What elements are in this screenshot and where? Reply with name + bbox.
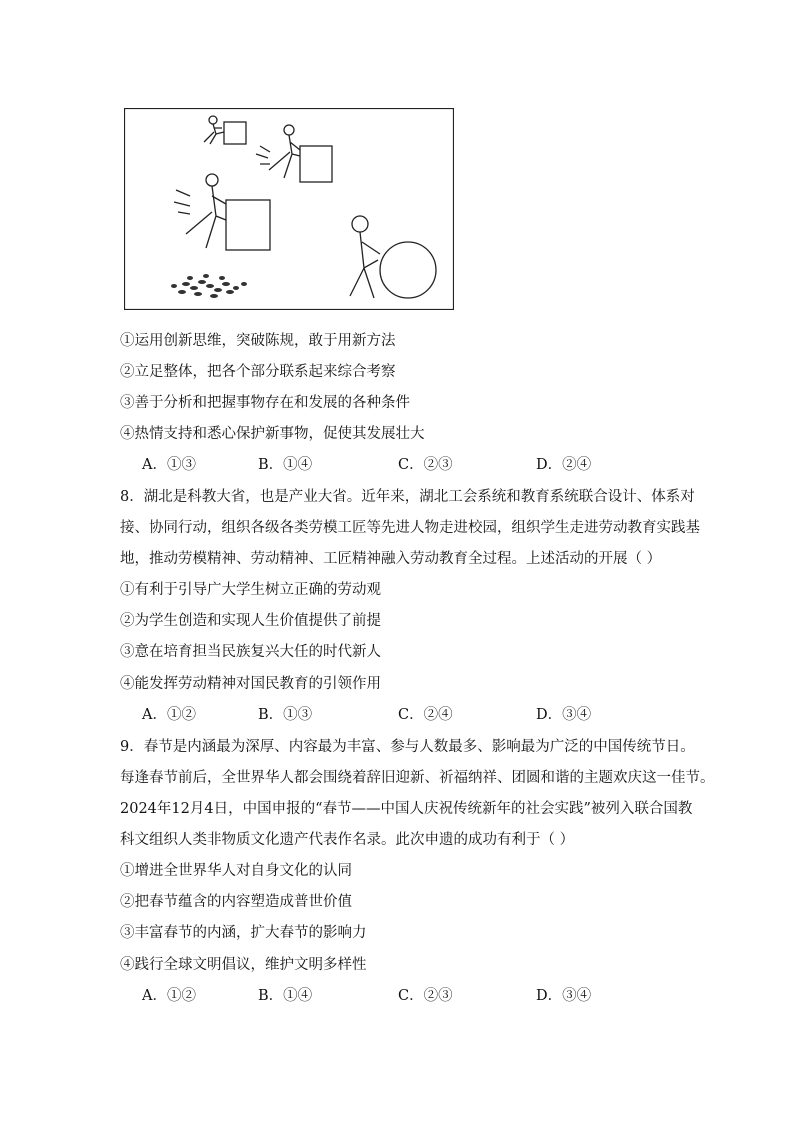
q7-option-c[interactable]: C．②③ — [398, 457, 453, 473]
q7-statement-1: ①运用创新思维，突破陈规，敢于用新方法 — [120, 333, 396, 349]
q9-stem-line-1: 9．春节是内涵最为深厚、内容最为丰富、参与人数最多、影响最为广泛的中国传统节日。 — [120, 739, 695, 755]
illustration-pushing-boxes — [124, 108, 454, 310]
q7-statement-3: ③善于分析和把握事物存在和发展的各种条件 — [120, 395, 410, 411]
q9-stem-line-4: 科文组织人类非物质文化遗产代表作名录。此次申遗的成功有利于（ ） — [120, 832, 575, 848]
q7-statement-2: ②立足整体，把各个部分联系起来综合考察 — [120, 364, 396, 380]
q9-option-c[interactable]: C．②③ — [398, 988, 453, 1004]
q7-statement-4: ④热情支持和悉心保护新事物，促使其发展壮大 — [120, 426, 425, 442]
q9-stem-line-3: 2024年12月4日，中国申报的“春节——中国人庆祝传统新年的社会实践”被列入联合国教 — [120, 801, 693, 817]
q8-stem-line-1: 8．湖北是科教大省，也是产业大省。近年来，湖北工会系统和教育系统联合设计、体系对 — [120, 489, 695, 505]
q8-statement-3: ③意在培育担当民族复兴大任的时代新人 — [120, 644, 381, 660]
q8-option-b[interactable]: B．①③ — [258, 707, 313, 723]
q8-statement-1: ①有利于引导广大学生树立正确的劳动观 — [120, 582, 381, 598]
q8-stem-line-2: 接、协同行动，组织各级各类劳模工匠等先进人物走进校园，组织学生走进劳动教育实践基 — [120, 520, 700, 536]
q9-option-a[interactable]: A．①② — [142, 988, 196, 1004]
q7-option-d[interactable]: D．②④ — [536, 457, 592, 473]
q8-statement-4: ④能发挥劳动精神对国民教育的引领作用 — [120, 676, 381, 692]
q9-statement-4: ④践行全球文明倡议，维护文明多样性 — [120, 957, 367, 973]
q8-option-a[interactable]: A．①② — [142, 707, 196, 723]
q9-option-d[interactable]: D．③④ — [536, 988, 592, 1004]
q8-option-d[interactable]: D．③④ — [536, 707, 592, 723]
q9-statement-3: ③丰富春节的内涵，扩大春节的影响力 — [120, 925, 367, 941]
q8-statement-2: ②为学生创造和实现人生价值提供了前提 — [120, 613, 381, 629]
q7-option-b[interactable]: B．①④ — [258, 457, 313, 473]
q9-option-b[interactable]: B．①④ — [258, 988, 313, 1004]
q7-option-a[interactable]: A．①③ — [142, 457, 196, 473]
q9-stem-line-2: 每逢春节前后，全世界华人都会围绕着辞旧迎新、祈福纳祥、团圆和谐的主题欢庆这一佳节。 — [120, 770, 715, 786]
q8-stem-line-3: 地，推动劳模精神、劳动精神、工匠精神融入劳动教育全过程。上述活动的开展（ ） — [120, 551, 662, 567]
q9-statement-2: ②把春节蕴含的内容塑造成普世价值 — [120, 894, 352, 910]
q9-statement-1: ①增进全世界华人对自身文化的认同 — [120, 863, 352, 879]
q8-option-c[interactable]: C．②④ — [398, 707, 453, 723]
